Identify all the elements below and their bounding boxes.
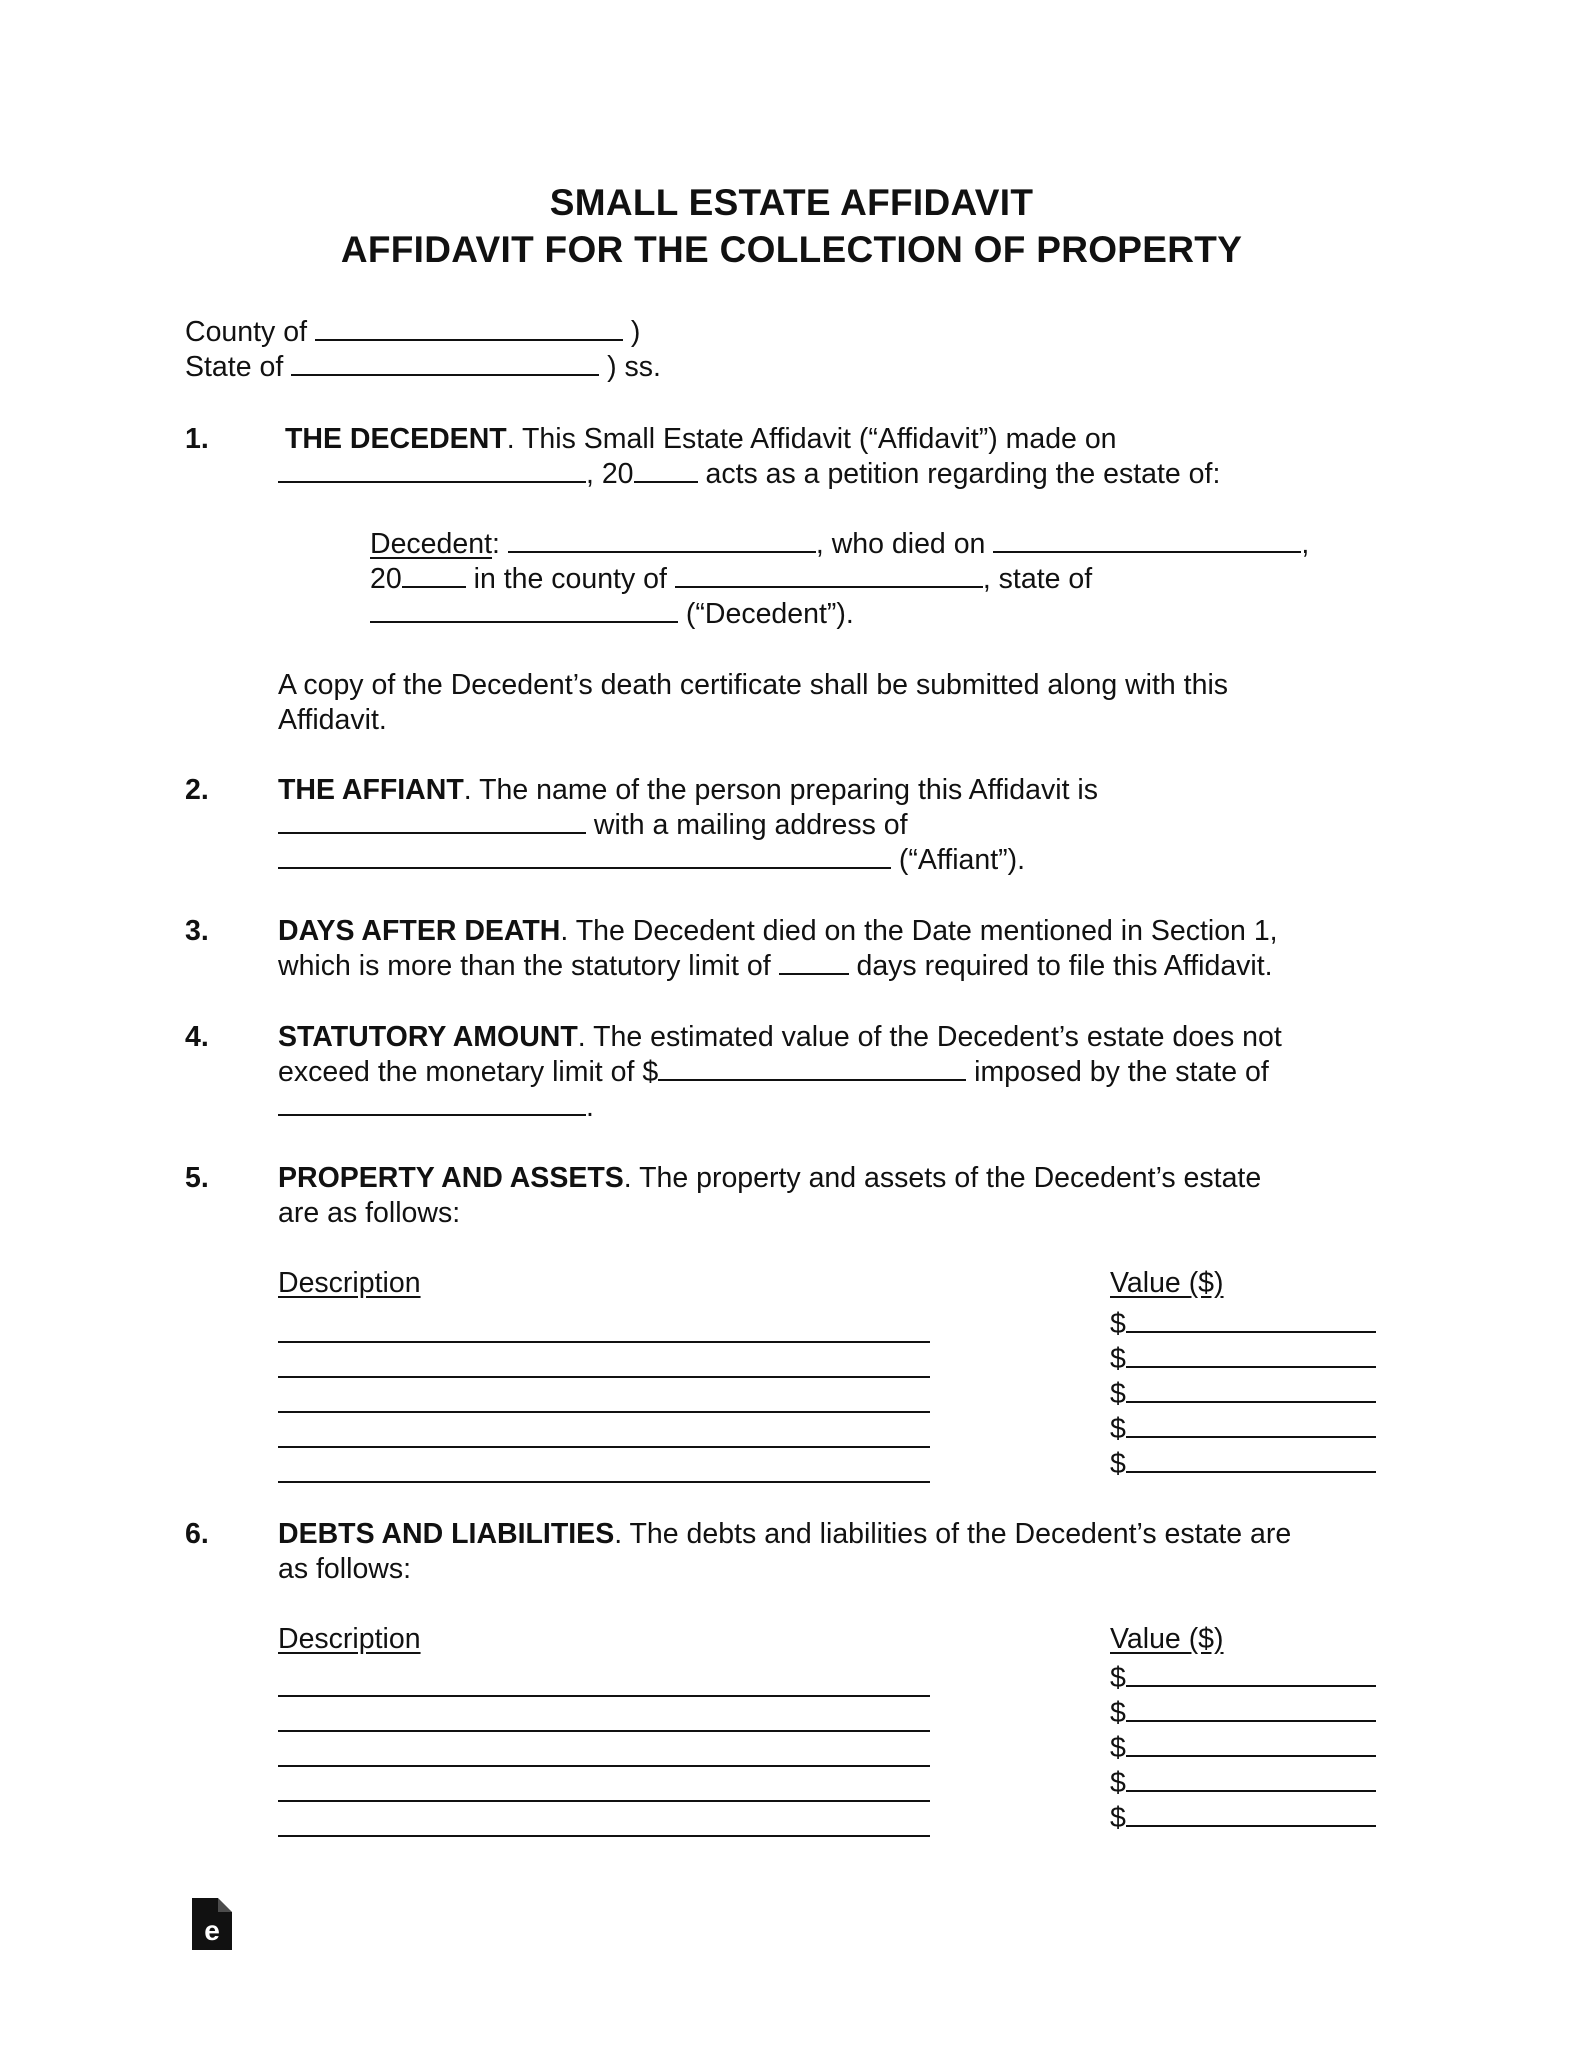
- death-certificate-line-1: A copy of the Decedent’s death certificate shall be submitted along with this: [278, 669, 1229, 701]
- decedent-line-1: Decedent: , who died on ,: [370, 528, 1310, 560]
- debt-description-line[interactable]: [278, 1835, 930, 1837]
- section-5-heading: PROPERTY AND ASSETS: [278, 1162, 624, 1194]
- asset-value-blank[interactable]: [1126, 1379, 1376, 1403]
- section-4-line-2: exceed the monetary limit of $ imposed by the state of: [278, 1056, 1269, 1088]
- asset-value-row: $: [1110, 1307, 1376, 1342]
- section-3-heading: DAYS AFTER DEATH: [278, 915, 561, 947]
- section-4-heading: STATUTORY AMOUNT: [278, 1021, 578, 1053]
- debt-value-blank[interactable]: [1126, 1733, 1376, 1757]
- asset-value-blank[interactable]: [1126, 1309, 1376, 1333]
- death-state-blank[interactable]: [370, 599, 678, 623]
- asset-value-row: $: [1110, 1412, 1376, 1447]
- section-2-address-line: (“Affiant”).: [278, 843, 1025, 878]
- assets-description-header: Description: [278, 1267, 421, 1299]
- debt-description-line[interactable]: [278, 1765, 930, 1767]
- section-6-number: 6.: [185, 1518, 209, 1550]
- section-2-intro: THE AFFIANT. The name of the person preparing this Affidavit is: [278, 774, 1099, 806]
- section-5-intro: PROPERTY AND ASSETS. The property and assets of the Decedent’s estate: [278, 1162, 1262, 1194]
- death-county-blank[interactable]: [675, 564, 983, 588]
- document-title: SMALL ESTATE AFFIDAVIT: [549, 182, 1034, 223]
- section-4-number: 4.: [185, 1021, 209, 1053]
- debts-description-header: Description: [278, 1623, 421, 1655]
- debt-description-line[interactable]: [278, 1800, 930, 1802]
- section-5-line-2: are as follows:: [278, 1197, 461, 1229]
- asset-description-line[interactable]: [278, 1341, 930, 1343]
- section-4-intro: STATUTORY AMOUNT. The estimated value of the Decedent’s estate does not: [278, 1021, 1282, 1053]
- asset-value-blank[interactable]: [1126, 1449, 1376, 1473]
- section-4-line-3: .: [278, 1090, 594, 1125]
- section-6-intro: DEBTS AND LIABILITIES. The debts and liabilities of the Decedent’s estate are: [278, 1518, 1292, 1550]
- section-6-heading: DEBTS AND LIABILITIES: [278, 1518, 615, 1550]
- document-subtitle: AFFIDAVIT FOR THE COLLECTION OF PROPERTY: [340, 229, 1243, 270]
- statutory-days-blank[interactable]: [779, 951, 849, 975]
- debt-value-row: $: [1110, 1696, 1376, 1731]
- limit-state-blank[interactable]: [278, 1092, 586, 1116]
- asset-value-row: $: [1110, 1377, 1376, 1412]
- debt-value-row: $: [1110, 1731, 1376, 1766]
- death-date-blank[interactable]: [993, 529, 1301, 553]
- asset-value-blank[interactable]: [1126, 1414, 1376, 1438]
- affidavit-year-blank[interactable]: [634, 459, 698, 483]
- state-line: State of ) ss.: [185, 351, 661, 383]
- asset-description-line[interactable]: [278, 1446, 930, 1448]
- debt-value-blank[interactable]: [1126, 1663, 1376, 1687]
- death-year-blank[interactable]: [402, 564, 466, 588]
- debt-description-line[interactable]: [278, 1695, 930, 1697]
- county-blank[interactable]: [315, 317, 623, 341]
- debt-value-row: $: [1110, 1801, 1376, 1836]
- section-3-line-2: which is more than the statutory limit of days required to file this Affidavit.: [278, 950, 1273, 982]
- asset-description-line[interactable]: [278, 1481, 930, 1483]
- decedent-line-2: 20 in the county of , state of: [370, 563, 1093, 595]
- affiant-address-blank[interactable]: [278, 845, 891, 869]
- state-blank[interactable]: [291, 352, 599, 376]
- section-1-heading: THE DECEDENT: [285, 423, 507, 455]
- section-3-intro: DAYS AFTER DEATH. The Decedent died on the Date mentioned in Section 1,: [278, 915, 1278, 947]
- death-certificate-line-2: Affidavit.: [278, 704, 387, 736]
- section-1-number: 1.: [185, 423, 209, 455]
- monetary-limit-blank[interactable]: [658, 1057, 966, 1081]
- section-5-number: 5.: [185, 1162, 209, 1194]
- affidavit-date-blank[interactable]: [278, 459, 586, 483]
- svg-text:e: e: [204, 1915, 220, 1946]
- asset-description-line[interactable]: [278, 1376, 930, 1378]
- asset-value-row: $: [1110, 1447, 1376, 1482]
- county-line: County of ): [185, 316, 641, 348]
- section-2-name-line: with a mailing address of: [278, 808, 908, 843]
- section-2-heading: THE AFFIANT: [278, 774, 464, 806]
- asset-value-blank[interactable]: [1126, 1344, 1376, 1368]
- debt-value-blank[interactable]: [1126, 1768, 1376, 1792]
- section-1-date-line: , 20 acts as a petition regarding the estate of:: [278, 457, 1220, 492]
- debt-value-blank[interactable]: [1126, 1803, 1376, 1827]
- asset-value-row: $: [1110, 1342, 1376, 1377]
- assets-value-header: Value ($): [1110, 1267, 1224, 1299]
- debt-description-line[interactable]: [278, 1730, 930, 1732]
- affiant-name-blank[interactable]: [278, 810, 586, 834]
- debts-value-header: Value ($): [1110, 1623, 1224, 1655]
- asset-description-line[interactable]: [278, 1411, 930, 1413]
- section-6-line-2: as follows:: [278, 1553, 412, 1585]
- document-e-icon: [192, 1898, 232, 1950]
- section-3-number: 3.: [185, 915, 209, 947]
- debt-value-blank[interactable]: [1126, 1698, 1376, 1722]
- debt-value-row: $: [1110, 1766, 1376, 1801]
- decedent-name-blank[interactable]: [508, 529, 816, 553]
- decedent-label: Decedent: [370, 528, 493, 560]
- section-1-intro: THE DECEDENT. This Small Estate Affidavit (“Affidavit”) made on: [285, 423, 1117, 455]
- decedent-line-3: (“Decedent”).: [370, 597, 854, 632]
- debt-value-row: $: [1110, 1661, 1376, 1696]
- section-2-number: 2.: [185, 774, 209, 806]
